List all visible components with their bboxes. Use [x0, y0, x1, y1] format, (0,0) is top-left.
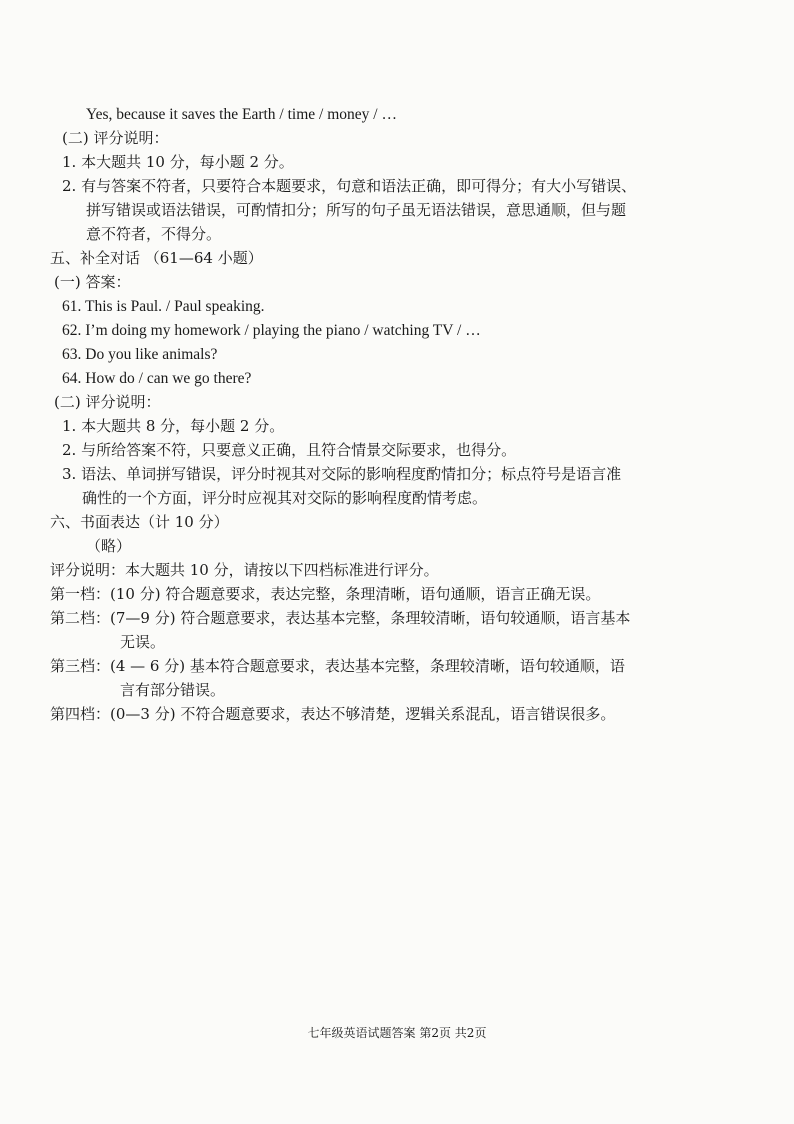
page-footer: 七年级英语试题答案 第2页 共2页	[307, 1026, 487, 1040]
tier-2-line-1: 第二档：(7—9 分) 符合题意要求，表达基本完整，条理较清晰，语句较通顺，语言基本	[50, 609, 631, 627]
tier-3-line-1: 第三档：(4 — 6 分) 基本符合题意要求，表达基本完整，条理较清晰，语句较通顺，语	[50, 657, 625, 675]
section5-note-3-line-1: 3. 语法、单词拼写错误，评分时视其对交际的影响程度酌情扣分；标点符号是语言准	[62, 465, 622, 483]
section5-answer-header: (一) 答案：	[54, 273, 131, 291]
section5-notes-header: (二) 评分说明：	[54, 393, 161, 411]
answer-64: 64. How do / can we go there?	[62, 370, 252, 387]
tier-2-line-2: 无误。	[120, 633, 166, 651]
section6-title: 六、书面表达（计 10 分）	[50, 513, 229, 531]
section6-omitted: （略）	[86, 537, 132, 555]
tier-4: 第四档：(0—3 分) 不符合题意要求，表达不够清楚，逻辑关系混乱，语言错误很多。	[50, 705, 616, 723]
section4-note-2-line-2: 拼写错误或语法错误，可酌情扣分；所写的句子虽无语法错误，意思通顺，但与题	[86, 201, 627, 219]
answer-61: 61. This is Paul. / Paul speaking.	[62, 298, 265, 315]
section4-note-2-line-1: 2. 有与答案不符者，只要符合本题要求，句意和语法正确，即可得分；有大小写错误、	[62, 177, 637, 195]
section4-answer-tail: Yes, because it saves the Earth / time / money / …	[86, 106, 397, 123]
section5-note-3-line-2: 确性的一个方面，评分时应视其对交际的影响程度酌情考虑。	[82, 489, 488, 507]
answer-62: 62. I’m doing my homework / playing the piano / watching TV / …	[62, 322, 481, 339]
tier-1: 第一档：(10 分) 符合题意要求，表达完整，条理清晰，语句通顺，语言正确无误。	[50, 585, 601, 603]
section4-note-2-line-3: 意不符者，不得分。	[86, 225, 222, 243]
section5-note-1: 1. 本大题共 8 分，每小题 2 分。	[62, 417, 285, 435]
answer-63: 63. Do you like animals?	[62, 346, 218, 363]
section5-title: 五、补全对话 （61—64 小题）	[50, 249, 263, 267]
tier-3-line-2: 言有部分错误。	[120, 681, 226, 699]
section6-intro: 评分说明：本大题共 10 分，请按以下四档标准进行评分。	[50, 561, 439, 579]
section5-note-2: 2. 与所给答案不符，只要意义正确，且符合情景交际要求，也得分。	[62, 441, 517, 459]
section4-notes-header: (二) 评分说明：	[62, 129, 169, 147]
section4-note-1: 1. 本大题共 10 分，每小题 2 分。	[62, 153, 294, 171]
